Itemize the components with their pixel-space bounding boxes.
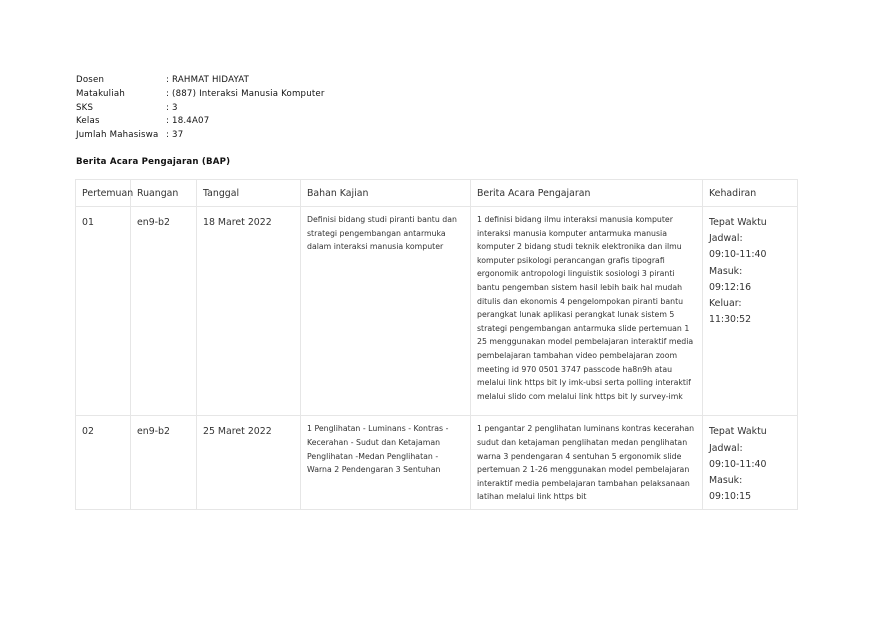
attendance-in: 09:10:15	[709, 491, 752, 503]
cell-ruangan: en9-b2	[131, 207, 197, 416]
header-bahan-kajian: Bahan Kajian	[301, 180, 471, 207]
info-value: : 3	[166, 102, 178, 116]
attendance-out: 11:30:52	[709, 314, 752, 326]
cell-bahan-kajian: 1 Penglihatan - Luminans - Kontras - Kecerahan - Sudut dan Ketajaman Penglihatan -Medan Penglihatan - Warna 2 Pendengaran 3 Sentuhan	[301, 416, 471, 510]
info-label: SKS	[76, 102, 94, 113]
attendance-schedule: 09:10-11:40	[709, 458, 767, 470]
info-value: : (887) Interaksi Manusia Komputer	[166, 88, 325, 102]
info-value: : 37	[166, 129, 183, 143]
attendance-status: Tepat Waktu	[709, 426, 767, 438]
info-row-dosen	[76, 74, 325, 88]
info-row-matakuliah	[76, 88, 325, 102]
attendance-in-label: Masuk:	[709, 474, 743, 486]
header-ruangan: Ruangan	[131, 180, 197, 207]
cell-berita-acara: 1 definisi bidang ilmu interaksi manusia komputer interaksi manusia komputer antarmuka manusia komputer 2 bidang studi teknik elektronika dan ilmu komputer psikologi perancangan grafis tipografi ergonomik antropologi linguistik sosiologi 3 piranti bantu pengemban sistem hasil lebih baik hal mudah ditulis dan ekonomis 4 pengelompokan piranti bantu perangkat lunak aplikasi perangkat lunak sistem 5 strategi pengembangan antarmuka slide pertemuan 1 25 menggunakan model pembelajaran interaktif media pembelajaran tambahan video pembelajaran zoom meeting id 970 0501 3747 passcode ha8n9h atau melalui link https bit ly imk-ubsi serta polling interaktif melalui slido com melalui link https bit ly survey-imk	[471, 207, 703, 416]
header-pertemuan: Pertemuan	[76, 180, 131, 207]
course-info	[76, 74, 325, 143]
cell-ruangan: en9-b2	[131, 416, 197, 510]
table-row	[76, 207, 798, 416]
attendance-in: 09:12:16	[709, 281, 752, 293]
info-row-kelas	[76, 115, 325, 129]
bap-table	[75, 179, 798, 510]
attendance-schedule-label: Jadwal:	[709, 233, 743, 245]
info-label: Jumlah Mahasiswa	[76, 130, 159, 141]
cell-bahan-kajian: Definisi bidang studi piranti bantu dan strategi pengembangan antarmuka dalam interaksi manusia komputer	[301, 207, 471, 416]
header-berita-acara: Berita Acara Pengajaran	[471, 180, 703, 207]
attendance-status: Tepat Waktu	[709, 217, 767, 228]
info-row-sks	[76, 102, 325, 116]
cell-tanggal: 25 Maret 2022	[197, 416, 301, 510]
attendance-schedule: 09:10-11:40	[709, 249, 767, 261]
table-header-row	[76, 180, 798, 207]
header-kehadiran: Kehadiran	[703, 180, 798, 207]
header-tanggal: Tanggal	[197, 180, 301, 207]
info-row-jumlah-mahasiswa	[76, 129, 325, 143]
cell-tanggal: 18 Maret 2022	[197, 207, 301, 416]
cell-pertemuan: 01	[76, 207, 131, 416]
cell-berita-acara: 1 pengantar 2 penglihatan luminans kontras kecerahan sudut dan ketajaman penglihatan medan penglihatan warna 3 pendengaran 4 sentuhan 5 ergonomik slide pertemuan 2 1-26 menggunakan model pembelajaran interaktif media pembelajaran tambahan pelaksanaan latihan melalui link https bit	[471, 416, 703, 510]
info-value: : 18.4A07	[166, 115, 209, 129]
info-value: : RAHMAT HIDAYAT	[166, 74, 249, 88]
cell-kehadiran	[703, 416, 798, 510]
section-title: Berita Acara Pengajaran (BAP)	[76, 157, 231, 167]
cell-kehadiran	[703, 207, 798, 416]
attendance-schedule-label: Jadwal:	[709, 442, 743, 454]
attendance-in-label: Masuk:	[709, 265, 743, 277]
info-label: Kelas	[76, 116, 100, 127]
cell-pertemuan: 02	[76, 416, 131, 510]
info-label: Matakuliah	[76, 88, 125, 99]
attendance-out-label: Keluar:	[709, 298, 742, 310]
info-label: Dosen	[76, 75, 105, 85]
table-row	[76, 416, 798, 510]
